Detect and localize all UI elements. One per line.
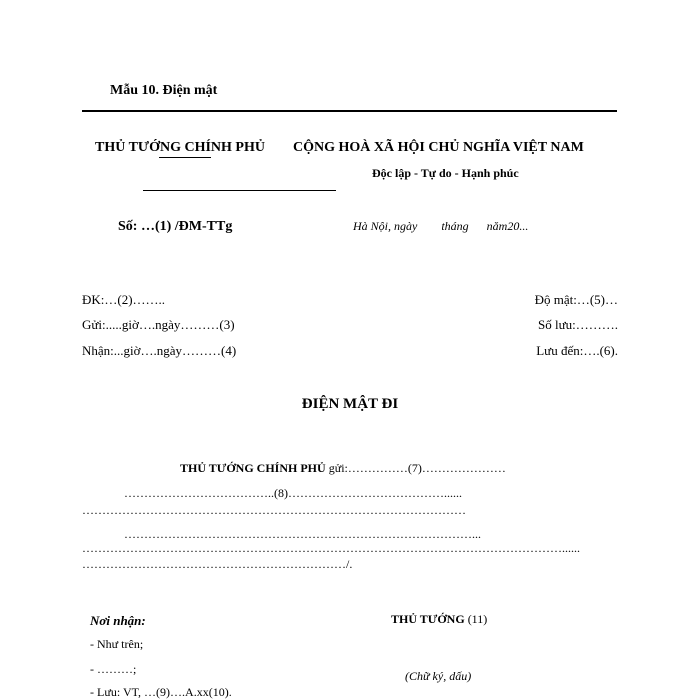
signature-note: (Chữ ký, dấu)	[405, 669, 472, 683]
body-line-4: …………………………………………………………………………………………………………......	[82, 541, 580, 555]
meta-sent: Gửi:.....giờ….ngày………(3)	[82, 317, 235, 332]
body-sender-line	[180, 461, 506, 476]
body-sender-name: THỦ TƯỚNG CHÍNH PHỦ	[180, 461, 326, 475]
body-line-1: ………………………………..(8)…………………………………......	[124, 486, 462, 500]
recipient-item: - Như trên;	[90, 637, 144, 651]
top-divider	[82, 110, 617, 112]
signature-title-rest: (11)	[464, 612, 488, 626]
signature-title	[391, 612, 487, 627]
form-title: Mẫu 10. Điện mật	[110, 83, 218, 98]
body-line-5: …………………………………………………………/.	[82, 557, 353, 571]
meta-secrecy: Độ mật:…(5)…	[534, 292, 618, 307]
document-number: Số: …(1) /ĐM-TTg	[118, 219, 233, 234]
meta-archive-to: Lưu đến:….(6).	[536, 343, 618, 358]
header-divider	[143, 190, 336, 191]
recipients-title: Nơi nhận:	[90, 613, 146, 628]
motto: Độc lập - Tự do - Hạnh phúc	[372, 166, 519, 180]
date-line: Hà Nội, ngày tháng năm20...	[353, 219, 529, 233]
issuer-underline	[159, 157, 211, 158]
meta-archive-number: Số lưu:……….	[538, 317, 618, 332]
nation-name: CỘNG HOÀ XÃ HỘI CHỦ NGHĨA VIỆT NAM	[293, 140, 584, 155]
recipient-item: - Lưu: VT, …(9)….A.xx(10).	[90, 685, 232, 699]
meta-registration: ĐK:…(2)……..	[82, 292, 166, 307]
body-sender-rest: gửi:……………(7)…………………	[325, 461, 506, 475]
document-title: ĐIỆN MẬT ĐI	[301, 396, 399, 412]
recipient-item: - ………;	[90, 662, 137, 676]
issuer-name: THỦ TƯỚNG CHÍNH PHỦ	[95, 140, 265, 155]
meta-received: Nhận:...giờ….ngày………(4)	[82, 343, 237, 358]
body-line-2: ……………………………………………………………………………………	[82, 503, 466, 517]
body-line-3: ……………………………………………………………………………...	[124, 527, 481, 541]
signature-title-bold: THỦ TƯỚNG	[391, 612, 465, 626]
